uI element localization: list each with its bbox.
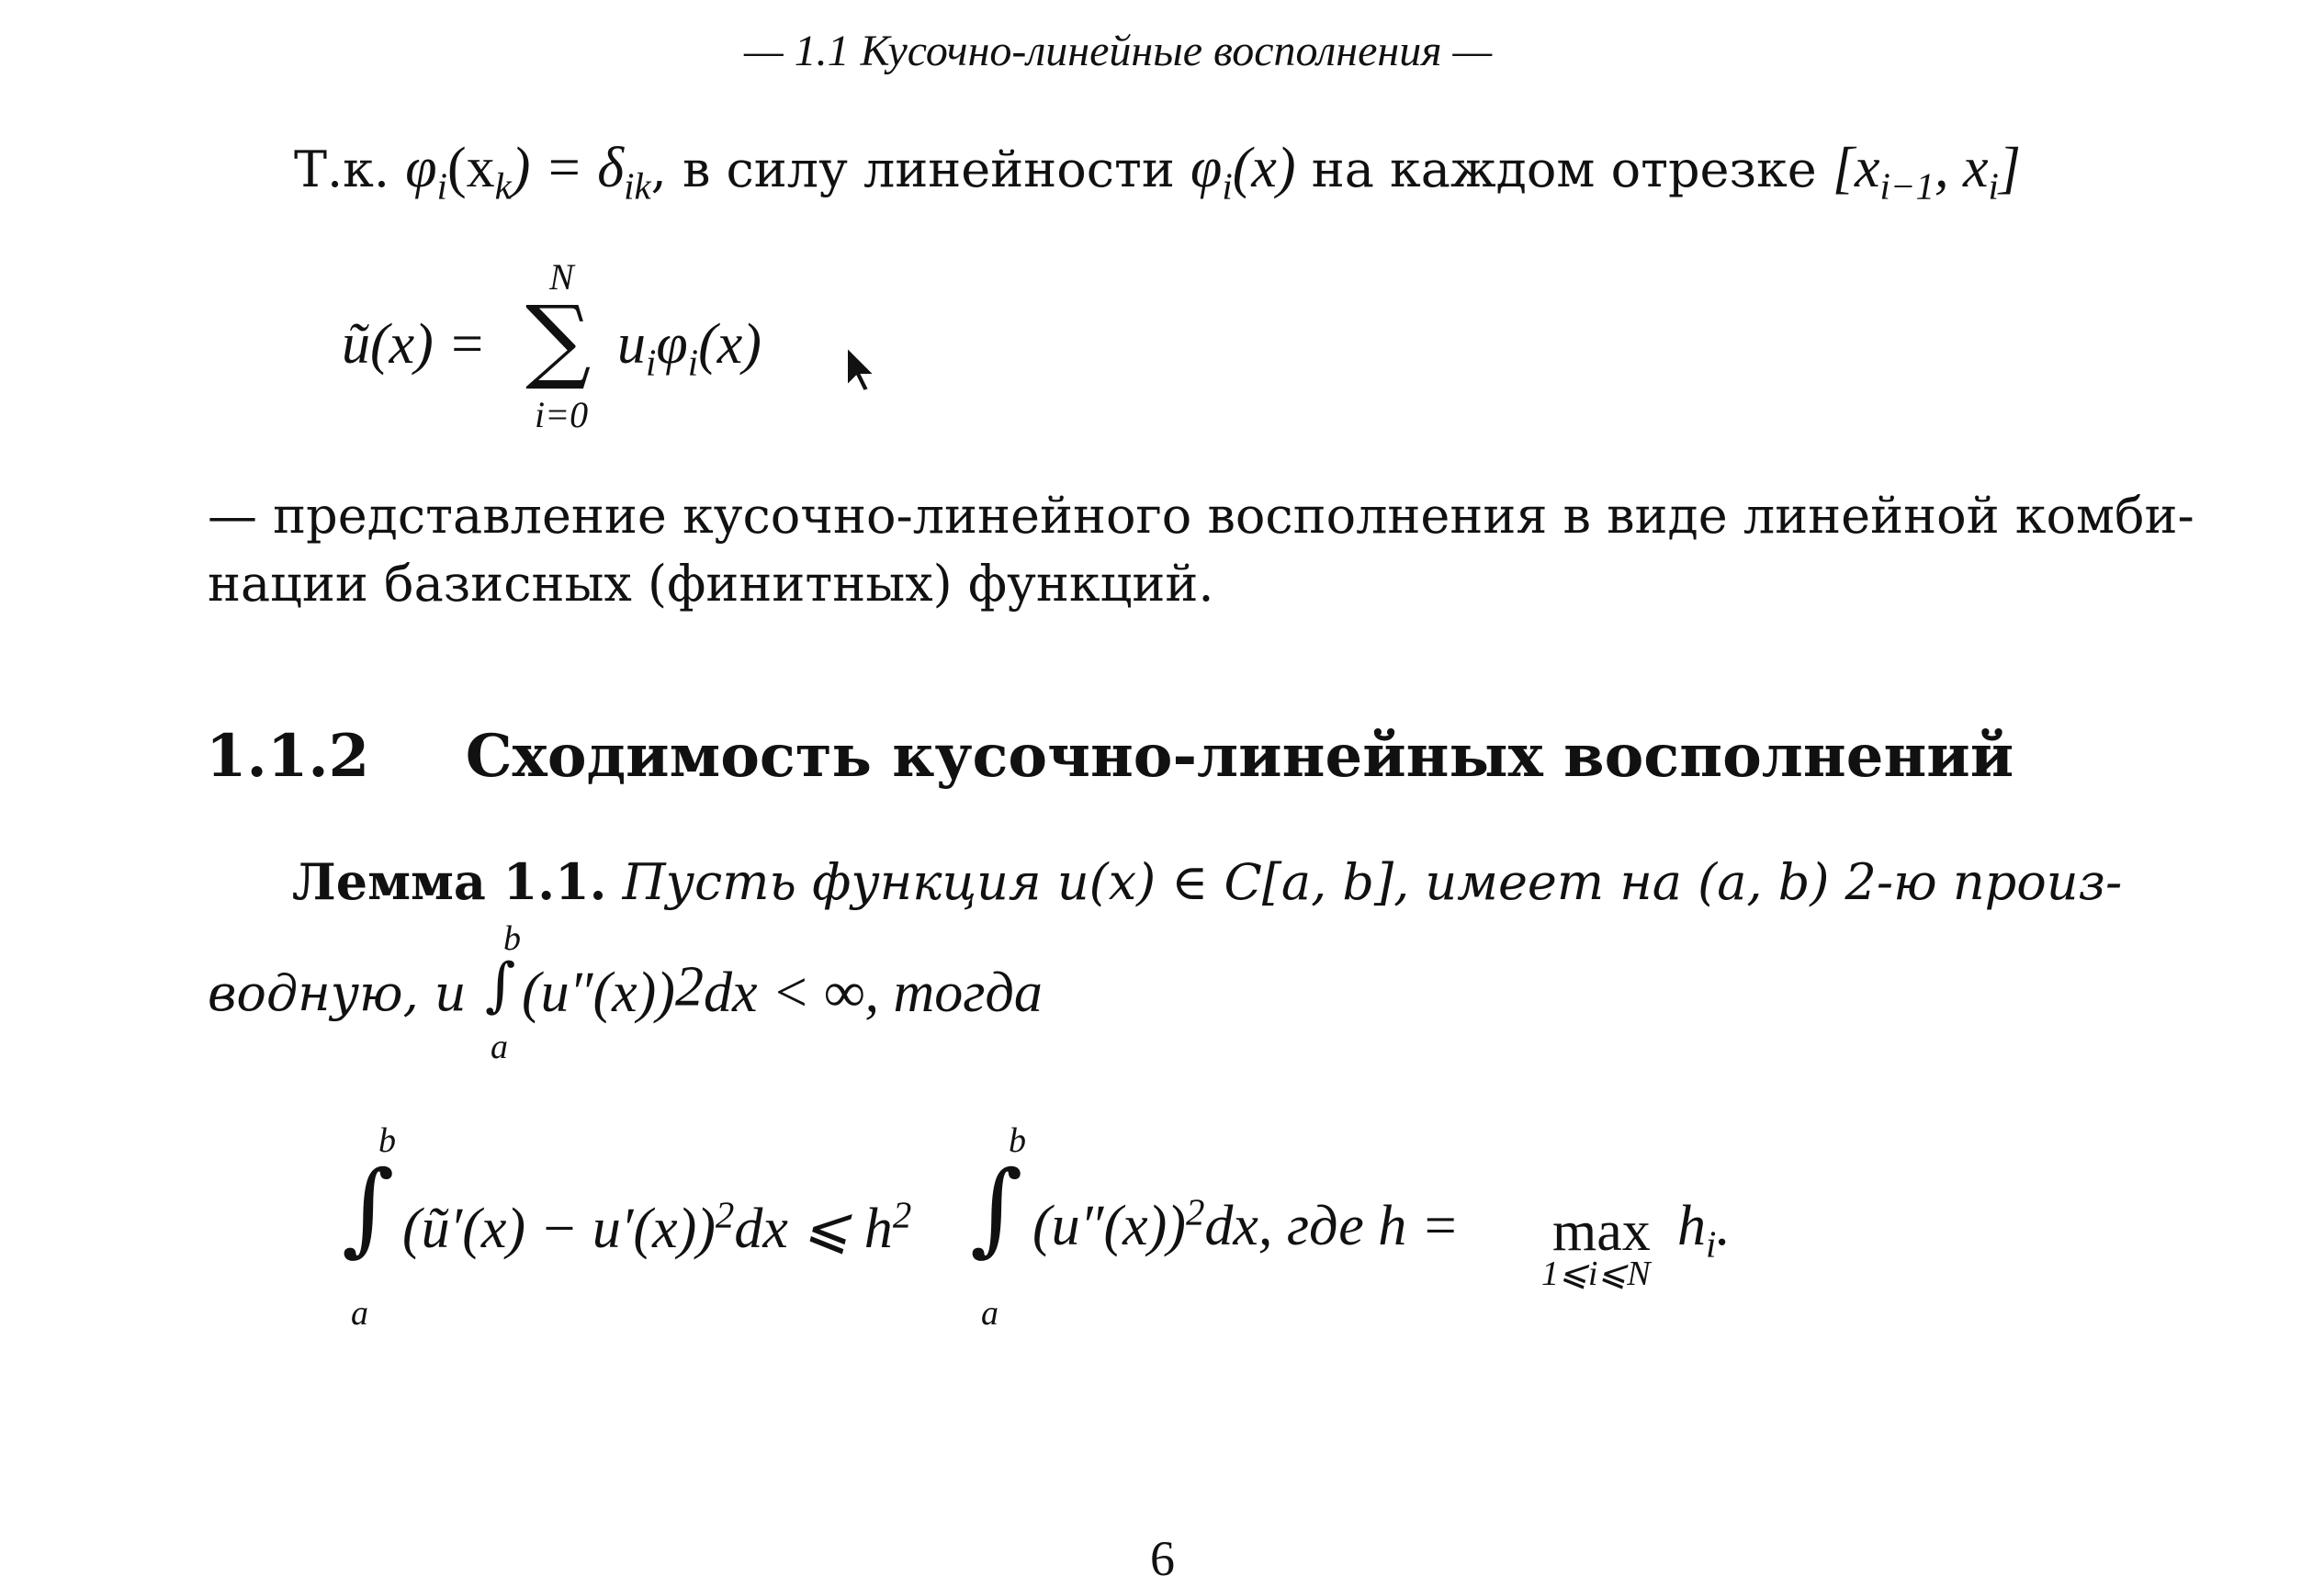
int1-sign: ∫ [342,1149,395,1266]
lemma-int-upper: b [503,919,521,958]
words-linearity: в силу линейности [682,141,1175,198]
int2-sign: ∫ [970,1149,1023,1266]
math-phi-x: $\varphi_i(x)$ [1190,137,1296,208]
math-phi-xk: $\varphi_i(x_k) = \delta_{ik}$ [405,137,651,208]
words-segment: на каждом отрезке [1311,141,1817,198]
prefix-text: Т.к. [294,141,390,198]
lemma-statement: Пусть функция u(x) ∈ C[a, b], имеет на (a, b) 2-ю произ- [622,853,2123,911]
lemma-integrand: $(u''(x))^2dx$ < ∞, тогда [522,955,1043,1024]
page-number: 6 [1150,1531,1175,1586]
sum-upper-limit: N [549,256,574,298]
sum-lower-limit: i=0 [535,394,589,435]
lemma-line-1 [292,852,2122,911]
running-header: — 1.1 Кусочно-линейные восполнения — [744,27,1493,75]
section-heading [206,722,2014,791]
h-i: $h_i$. [1677,1195,1731,1266]
lemma-label: Лемма 1.1. [292,852,607,911]
int1-lower: a [351,1294,368,1333]
formula-estimate-right: $(u''(x))^2dx$, где h = [1032,1191,1460,1257]
sum-sign: ∑ [525,286,592,393]
int2-lower: a [981,1294,998,1333]
mouse-cursor-icon [845,345,878,393]
lemma-integral-sign: ∫ [485,951,516,1019]
formula-sum-rhs: $u_i\varphi_i(x)$ [617,313,762,384]
formula-sum-lhs: ũ(x) = [342,313,487,376]
lemma-int-lower: a [491,1028,508,1066]
max-operator: max [1552,1200,1651,1263]
section-number: 1.1.2 [206,722,370,791]
paragraph-1: Т.к. $\varphi_i(x_k) = \delta_{ik}$, в силу линейности $\varphi_i(x)$ на каждом отрезке [$x_{i-1}$, $x_i$] [294,137,2021,208]
math-interval: [$x_{i-1}$, $x_i$] [1832,137,2021,208]
max-subscript: 1⩽i⩽N [1541,1255,1651,1293]
int1-upper: b [378,1121,396,1160]
formula-estimate-left: (ũ′(x) − u′(x))$^2$dx ⩽ $h^2$ [402,1194,912,1260]
paragraph-2-line-2: нации базисных (финитных) функций. [208,555,1214,613]
section-title: Сходимость кусочно-линейных восполнений [465,722,2014,791]
paragraph-2-line-1: — представление кусочно-линейного восполнения в виде линейной комби- [208,487,2194,545]
lemma-line-2-prefix: водную, и [208,964,467,1022]
int2-upper: b [1009,1121,1026,1160]
